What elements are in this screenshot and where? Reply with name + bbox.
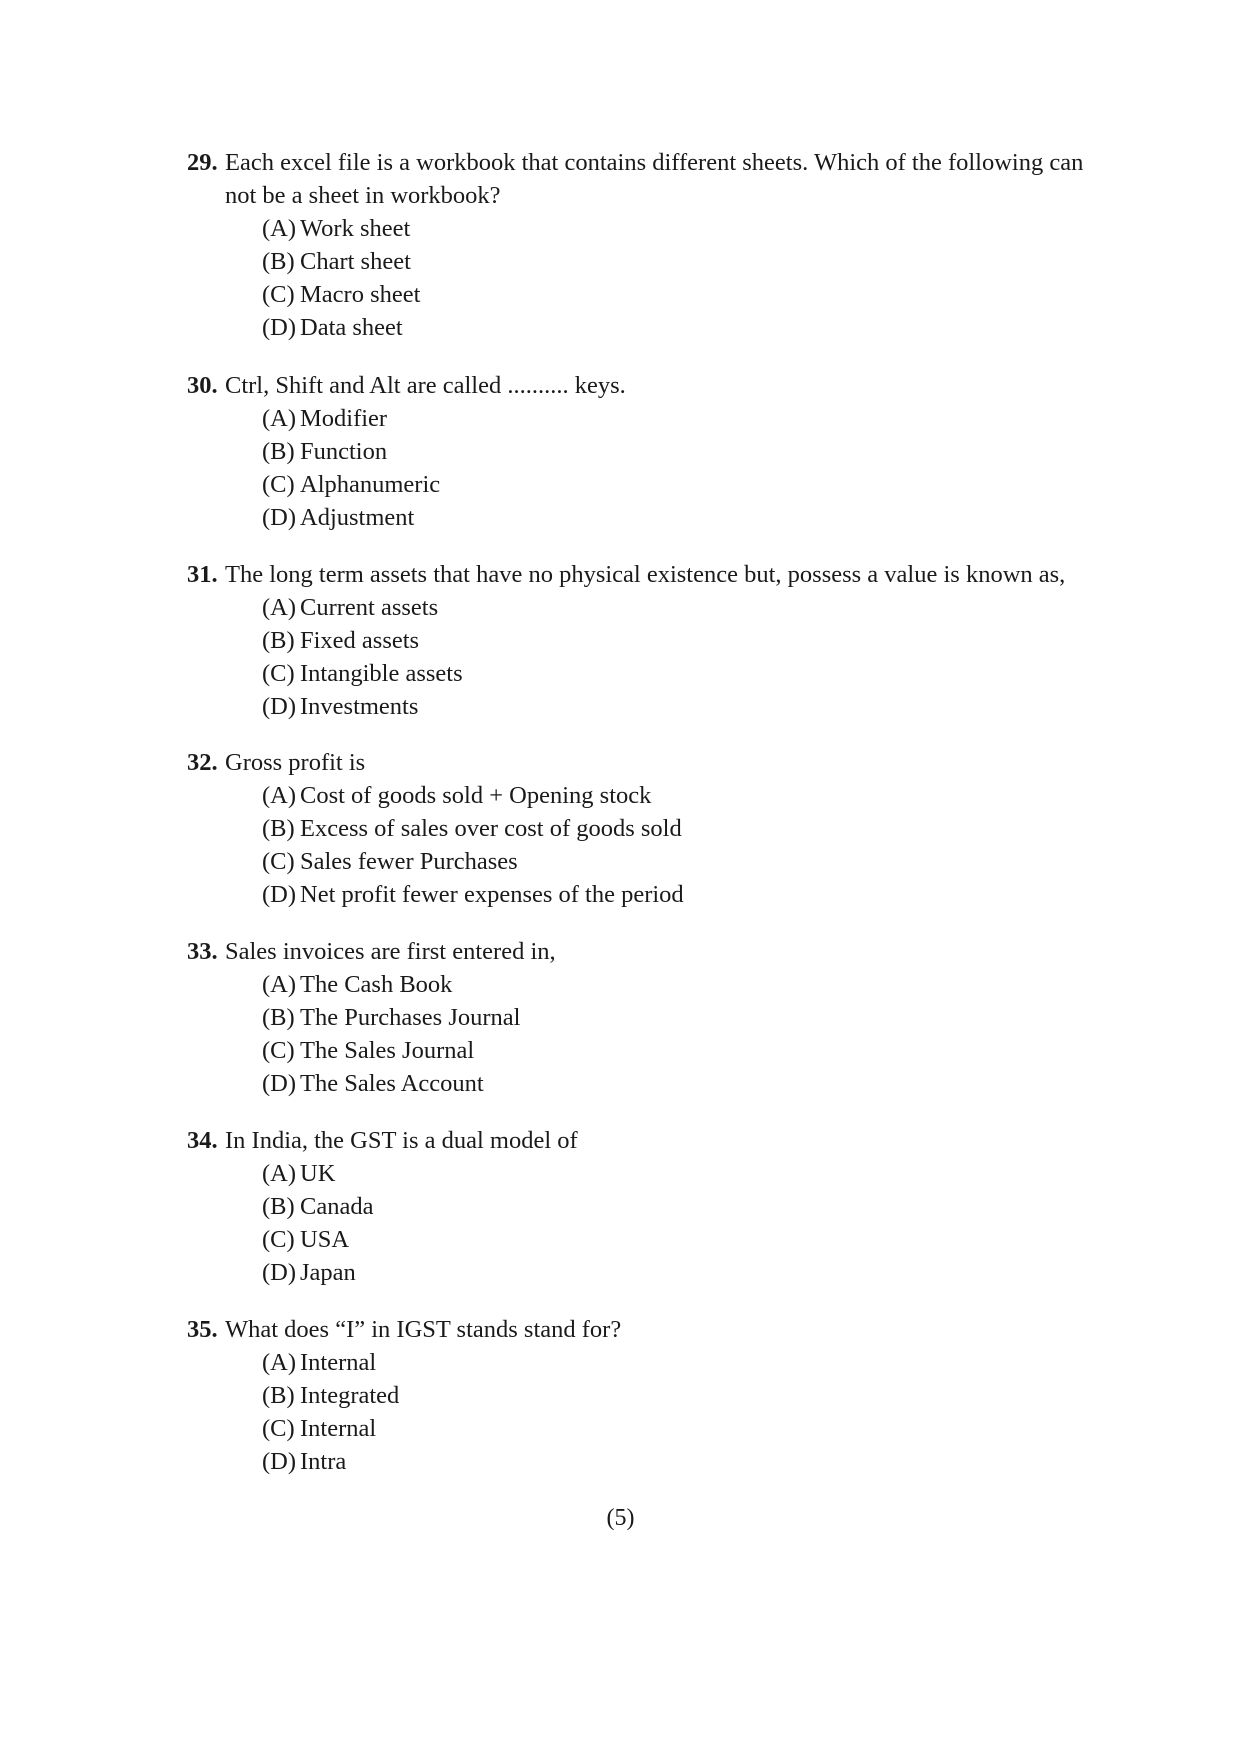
question-34 (187, 1124, 1097, 1289)
option-a (262, 1157, 1097, 1190)
option-label: (A) (262, 1160, 297, 1187)
option-d (262, 1067, 1097, 1100)
question-number: 33. (187, 938, 218, 965)
question-32 (187, 746, 1097, 911)
option-list (262, 968, 1097, 1100)
option-text: The Purchases Journal (300, 1004, 521, 1031)
option-a (262, 402, 1097, 435)
option-text: UK (300, 1160, 336, 1187)
option-a (262, 968, 1097, 1001)
option-text: Modifier (300, 405, 388, 432)
option-c (262, 657, 1097, 690)
option-b (262, 1190, 1097, 1223)
option-label: (A) (262, 215, 297, 242)
option-text: The Cash Book (300, 971, 453, 998)
option-list (262, 212, 1097, 344)
option-a (262, 212, 1097, 245)
option-text: Integrated (300, 1382, 400, 1409)
option-d (262, 311, 1097, 344)
question-number: 29. (187, 149, 218, 176)
option-label: (A) (262, 782, 297, 809)
question-stem (187, 746, 1097, 779)
question-29 (187, 146, 1097, 344)
option-c (262, 468, 1097, 501)
option-list (262, 1346, 1097, 1478)
option-d (262, 690, 1097, 723)
option-b (262, 812, 1097, 845)
option-label: (B) (262, 627, 295, 654)
question-number: 34. (187, 1127, 218, 1154)
option-label: (C) (262, 1037, 295, 1064)
question-text: What does “I” in IGST stands stand for? (225, 1316, 622, 1343)
option-label: (B) (262, 815, 295, 842)
option-label: (C) (262, 660, 295, 687)
option-label: (D) (262, 504, 297, 531)
option-label: (A) (262, 1349, 297, 1376)
option-list (262, 402, 1097, 534)
question-35 (187, 1313, 1097, 1478)
option-text: USA (300, 1226, 350, 1253)
option-text: Excess of sales over cost of goods sold (300, 815, 682, 842)
option-label: (B) (262, 438, 295, 465)
option-text: Sales fewer Purchases (300, 848, 518, 875)
page-number: (5) (606, 1505, 635, 1531)
option-text: The Sales Journal (300, 1037, 475, 1064)
option-label: (B) (262, 1193, 295, 1220)
option-text: Current assets (300, 594, 439, 621)
option-list (262, 591, 1097, 723)
option-text: Internal (300, 1349, 377, 1376)
question-text: Ctrl, Shift and Alt are called .......... keys. (225, 372, 626, 399)
option-text: Canada (300, 1193, 374, 1220)
option-label: (D) (262, 693, 297, 720)
option-label: (C) (262, 281, 295, 308)
option-text: Intangible assets (300, 660, 463, 687)
question-text: Gross profit is (225, 749, 366, 776)
option-label: (D) (262, 1070, 297, 1097)
option-a (262, 591, 1097, 624)
option-text: Function (300, 438, 388, 465)
option-label: (D) (262, 1448, 297, 1475)
option-label: (C) (262, 848, 295, 875)
option-text: Work sheet (300, 215, 411, 242)
option-label: (B) (262, 1004, 295, 1031)
option-text: Internal (300, 1415, 377, 1442)
option-label: (B) (262, 248, 295, 275)
option-text: Japan (300, 1259, 356, 1286)
option-b (262, 435, 1097, 468)
question-number: 35. (187, 1316, 218, 1343)
option-text: Alphanumeric (300, 471, 441, 498)
option-a (262, 779, 1097, 812)
option-text: The Sales Account (300, 1070, 484, 1097)
question-stem (187, 369, 1097, 402)
option-text: Intra (300, 1448, 347, 1475)
question-30 (187, 369, 1097, 534)
option-text: Fixed assets (300, 627, 420, 654)
option-d (262, 878, 1097, 911)
option-list (262, 1157, 1097, 1289)
question-number: 30. (187, 372, 218, 399)
option-label: (C) (262, 471, 295, 498)
question-number: 32. (187, 749, 218, 776)
question-stem (187, 146, 1097, 212)
option-label: (D) (262, 881, 297, 908)
option-c (262, 1412, 1097, 1445)
option-label: (C) (262, 1415, 295, 1442)
option-text: Macro sheet (300, 281, 421, 308)
option-text: Chart sheet (300, 248, 411, 275)
option-b (262, 1379, 1097, 1412)
option-b (262, 245, 1097, 278)
option-label: (A) (262, 594, 297, 621)
question-text: The long term assets that have no physical existence but, possess a value is known as, (225, 561, 1066, 588)
option-a (262, 1346, 1097, 1379)
option-c (262, 845, 1097, 878)
option-label: (A) (262, 405, 297, 432)
option-label: (C) (262, 1226, 295, 1253)
question-stem (187, 558, 1097, 591)
option-text: Adjustment (300, 504, 415, 531)
question-stem (187, 1313, 1097, 1346)
question-text: In India, the GST is a dual model of (225, 1127, 578, 1154)
question-stem (187, 1124, 1097, 1157)
option-text: Cost of goods sold + Opening stock (300, 782, 652, 809)
option-label: (B) (262, 1382, 295, 1409)
option-d (262, 1445, 1097, 1478)
option-label: (D) (262, 314, 297, 341)
question-stem (187, 935, 1097, 968)
option-b (262, 624, 1097, 657)
option-c (262, 1034, 1097, 1067)
option-b (262, 1001, 1097, 1034)
question-33 (187, 935, 1097, 1100)
option-d (262, 1256, 1097, 1289)
option-label: (D) (262, 1259, 297, 1286)
option-d (262, 501, 1097, 534)
question-31 (187, 558, 1097, 723)
option-c (262, 1223, 1097, 1256)
question-number: 31. (187, 561, 218, 588)
option-text: Investments (300, 693, 419, 720)
option-c (262, 278, 1097, 311)
option-text: Net profit fewer expenses of the period (300, 881, 684, 908)
option-text: Data sheet (300, 314, 403, 341)
option-list (262, 779, 1097, 911)
question-text: Sales invoices are first entered in, (225, 938, 556, 965)
option-label: (A) (262, 971, 297, 998)
question-text: Each excel file is a workbook that contains different sheets. Which of the following can not be a sheet in workbook? (225, 149, 1084, 209)
